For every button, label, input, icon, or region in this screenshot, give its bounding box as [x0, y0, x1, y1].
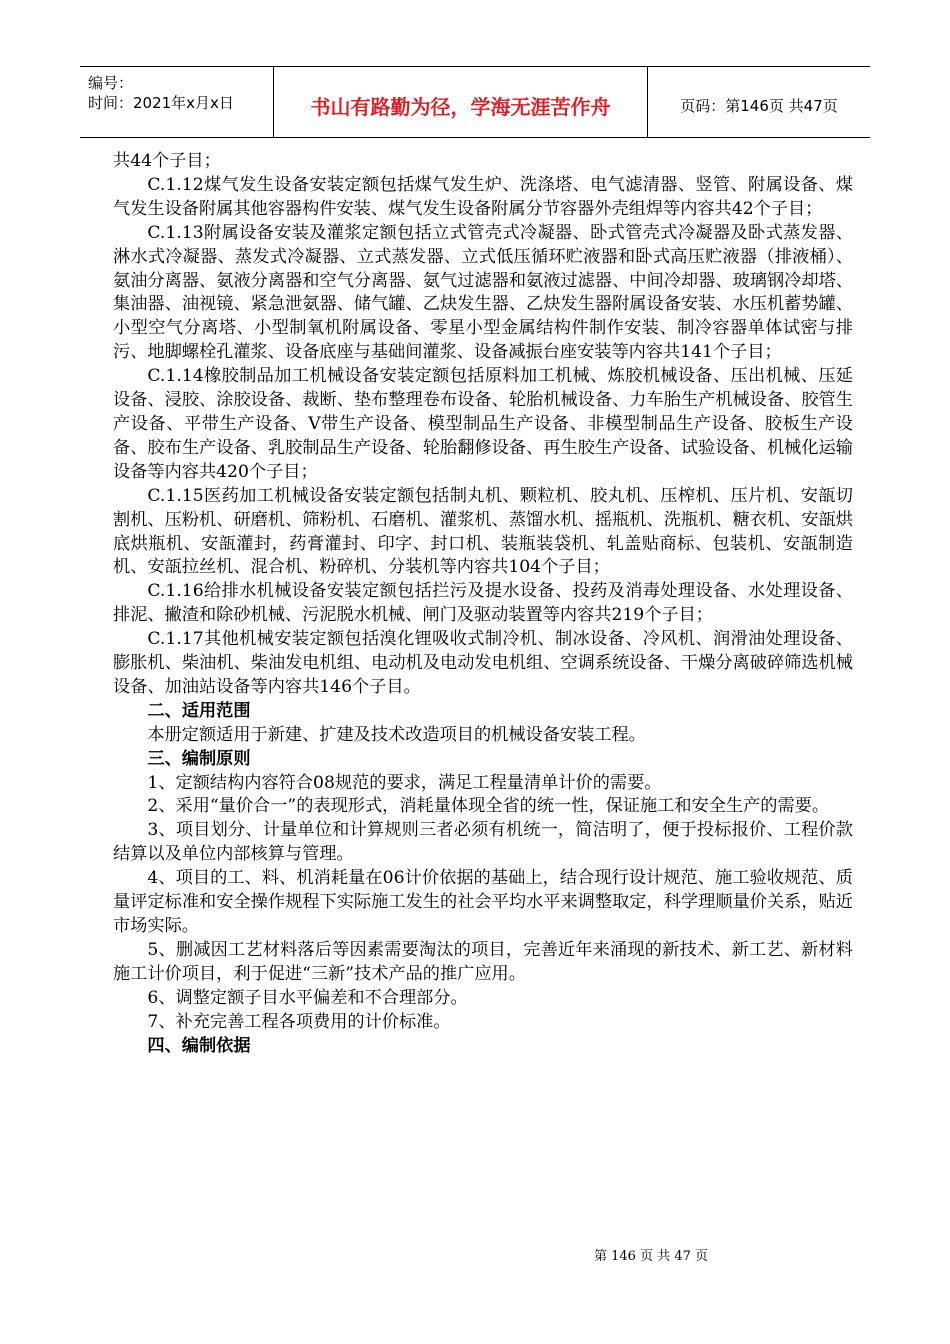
list-item: 4、项目的工、料、机消耗量在06计价依据的基础上，结合现行设计规范、施工验收规范、质量评定标准和安全操作规程下实际施工发生的社会平均水平来调整取定，科学理顺量价关系，贴近市场实际。	[113, 868, 853, 936]
document-body	[113, 150, 853, 1058]
paragraph: C.1.12煤气发生设备安装定额包括煤气发生炉、洗涤塔、电气滤清器、竖管、附属设备、煤气发生设备附属其他容器构件安装、煤气发生设备附属分节容器外壳组焊等内容共42个子目；	[113, 174, 853, 219]
paragraph: C.1.14橡胶制品加工机械设备安装定额包括原料加工机械、炼胶机械设备、压出机械、压延设备、浸胶、涂胶设备、裁断、垫布整理卷布设备、轮胎机械设备、力车胎生产机械设备、胶管生产设备、平带生产设备、V带生产设备、模型制品生产设备、非模型制品生产设备、胶板生产设备、胶布生产设备、乳胶制品生产设备、轮胎翻修设备、再生胶生产设备、试验设备、机械化运输设备等内容共420个子目；	[113, 366, 853, 482]
section-heading: 四、编制依据	[147, 1035, 251, 1056]
list-item: 2、采用“量价合一”的表现形式，消耗量体现全省的统一性，保证施工和安全生产的需要。	[147, 796, 830, 817]
list-item: 3、项目划分、计量单位和计算规则三者必须有机统一，简洁明了，便于投标报价、工程价款结算以及单位内部核算与管理。	[113, 820, 853, 865]
paragraph: C.1.17其他机械安装定额包括溴化锂吸收式制冷机、制冰设备、冷风机、润滑油处理设备、膨胀机、柴油机、柴油发电机组、电动机及电动发电机组、空调系统设备、干燥分离破碎筛选机械设备、加油站设备等内容共146个子目。	[113, 629, 853, 697]
section-heading: 二、适用范围	[147, 700, 251, 721]
header-motto: 书山有路勤为径，学海无涯苦作舟	[274, 67, 648, 137]
paragraph: 本册定额适用于新建、扩建及技术改造项目的机械设备安装工程。	[147, 724, 646, 745]
page-header	[80, 66, 870, 138]
paragraph: 共44个子目；	[113, 151, 221, 171]
document-date-label: 时间：2021年x月x日	[88, 94, 234, 112]
list-item: 5、删减因工艺材料落后等因素需要淘汰的项目，完善近年来涌现的新技术、新工艺、新材料施工计价项目，利于促进“三新”技术产品的推广应用。	[113, 939, 853, 984]
list-item: 6、调整定额子目水平偏差和不合理部分。	[147, 987, 468, 1008]
page-footer: 第 146 页 共 47 页	[594, 1249, 709, 1264]
paragraph: C.1.15医药加工机械设备安装定额包括制丸机、颗粒机、胶丸机、压榨机、压片机、安瓿切割机、压粉机、研磨机、筛粉机、石磨机、灌浆机、蒸馏水机、摇瓶机、洗瓶机、糖衣机、安瓿烘底烘瓶机、安瓿灌封，药膏灌封、印字、封口机、装瓶装袋机、轧盖贴商标、包装机、安瓿制造机、安瓿拉丝机、混合机、粉碎机、分装机等内容共104个子目；	[113, 485, 853, 578]
paragraph: C.1.16给排水机械设备安装定额包括拦污及提水设备、投药及消毒处理设备、水处理设备、排泥、撇渣和除砂机械、污泥脱水机械、闸门及驱动装置等内容共219个子目；	[113, 581, 853, 626]
paragraph: C.1.13附属设备安装及灌浆定额包括立式管壳式冷凝器、卧式管壳式冷凝器及卧式蒸发器、淋水式冷凝器、蒸发式冷凝器、立式蒸发器、立式低压循环贮液器和卧式高压贮液器（排液桶）、氨油分离器、氨液分离器和空气分离器、氨气过滤器和氨液过滤器、中间冷却器、玻璃钢冷却塔、集油器、油视镜、紧急泄氨器、储气罐、乙炔发生器、乙炔发生器附属设备安装、水压机蓄势罐、小型空气分离塔、小型制氧机附属设备、零星小型金属结构件制作安装、制冷容器单体试密与排污、地脚螺栓孔灌浆、设备底座与基础间灌浆、设备减振台座安装等内容共141个子目；	[113, 222, 853, 363]
header-meta	[80, 67, 274, 137]
document-number-label: 编号：	[88, 74, 134, 92]
section-heading: 三、编制原则	[147, 748, 251, 769]
list-item: 1、定额结构内容符合08规范的要求，满足工程量清单计价的需要。	[147, 772, 662, 793]
list-item: 7、补充完善工程各项费用的计价标准。	[147, 1011, 451, 1032]
header-page-label: 页码：第146页 共47页	[680, 96, 838, 115]
